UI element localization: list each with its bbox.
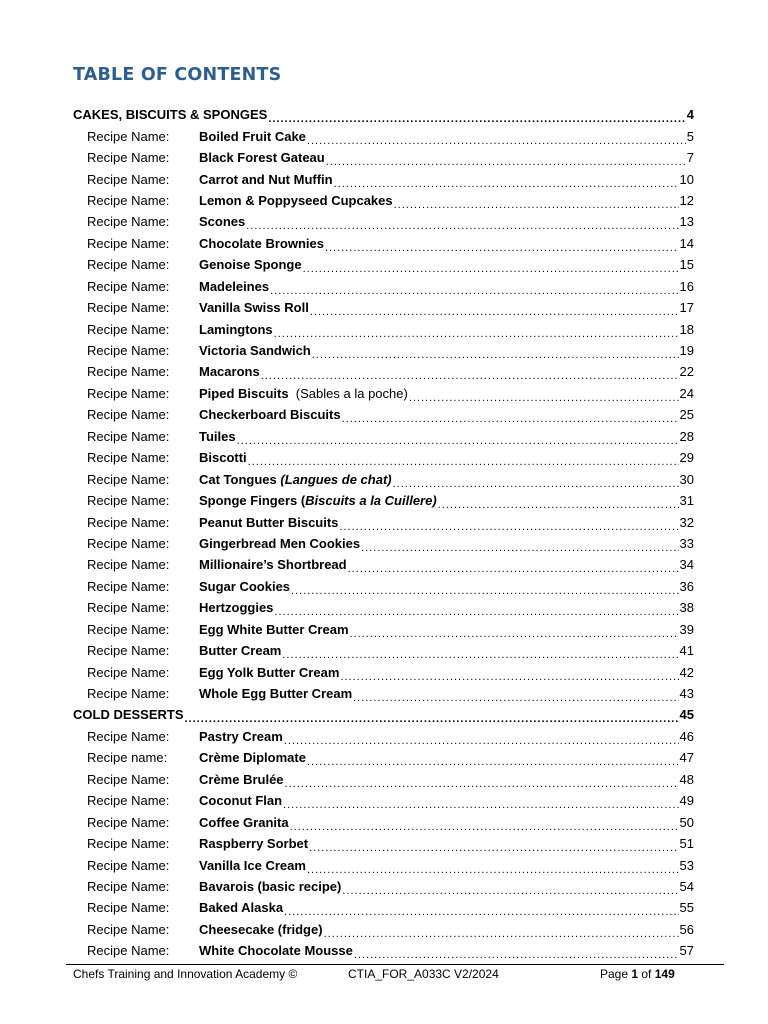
- recipe-label: Recipe Name:: [87, 900, 170, 916]
- recipe-label: Recipe Name:: [87, 771, 170, 787]
- recipe-name: Macarons: [199, 364, 260, 380]
- page-number: 22: [679, 364, 694, 380]
- recipe-label: Recipe Name:: [87, 343, 170, 359]
- page-number: 49: [679, 793, 694, 809]
- page-number: 18: [679, 321, 694, 337]
- page-number: 55: [679, 900, 694, 916]
- recipe-name: Chocolate Brownies: [199, 235, 324, 251]
- toc-entry: [73, 340, 694, 361]
- dot-leader: [354, 946, 679, 959]
- page-number: 39: [679, 621, 694, 637]
- recipe-label: Recipe Name:: [87, 664, 170, 680]
- recipe-label: Recipe Name:: [87, 857, 170, 873]
- dot-leader: [290, 818, 679, 831]
- page-number: 12: [679, 192, 694, 208]
- dot-leader: [270, 282, 678, 295]
- page-number: 32: [679, 514, 694, 530]
- page-number: 16: [679, 278, 694, 294]
- dot-leader: [282, 646, 678, 659]
- page-number: 38: [679, 600, 694, 616]
- page-number: 41: [679, 643, 694, 659]
- recipe-name-suffix: Biscuits a la Cuillere): [305, 493, 437, 509]
- recipe-label: Recipe Name:: [87, 257, 170, 273]
- toc-entry: [73, 490, 694, 511]
- recipe-name: Cat Tongues (Langues de chat): [199, 471, 392, 487]
- recipe-name: Raspberry Sorbet: [199, 836, 309, 852]
- recipe-name: Scones: [199, 214, 246, 230]
- recipe-label: Recipe Name:: [87, 836, 170, 852]
- dot-leader: [353, 689, 678, 702]
- toc-entry: [73, 383, 694, 404]
- toc-entry: [73, 640, 694, 661]
- recipe-label: Recipe Name:: [87, 300, 170, 316]
- dot-leader: [342, 410, 679, 423]
- page-number: 19: [679, 343, 694, 359]
- dot-leader: [274, 325, 679, 338]
- dot-leader: [237, 432, 679, 445]
- section-title: CAKES, BISCUITS & SPONGES: [73, 107, 268, 123]
- recipe-name: White Chocolate Mousse: [199, 943, 353, 959]
- recipe-name: Baked Alaska: [199, 900, 284, 916]
- page-number: 15: [679, 257, 694, 273]
- recipe-label: Recipe Name:: [87, 686, 170, 702]
- footer-divider: [66, 964, 724, 965]
- dot-leader: [285, 775, 679, 788]
- recipe-name: Vanilla Ice Cream: [199, 857, 306, 873]
- page-number: 57: [679, 943, 694, 959]
- recipe-name: Lamingtons: [199, 321, 273, 337]
- page-number: 17: [679, 300, 694, 316]
- toc-entry: [73, 168, 694, 189]
- recipe-name: Genoise Sponge: [199, 257, 302, 273]
- page-number: 4: [686, 107, 694, 123]
- dot-leader: [334, 175, 679, 188]
- toc-entry: [73, 833, 694, 854]
- recipe-label: Recipe Name:: [87, 535, 170, 551]
- footer-organization: Chefs Training and Innovation Academy ©: [73, 967, 298, 981]
- recipe-label: Recipe Name:: [87, 428, 170, 444]
- footer-page-number: Page 1 of 149: [600, 967, 675, 981]
- page-number: 5: [686, 128, 694, 144]
- dot-leader: [307, 132, 686, 145]
- toc-section: [73, 104, 694, 125]
- toc-entry: [73, 190, 694, 211]
- recipe-name: Black Forest Gateau: [199, 150, 325, 166]
- recipe-label: Recipe Name:: [87, 214, 170, 230]
- recipe-name-suffix: (Langues de chat): [280, 471, 392, 487]
- toc-entry: [73, 554, 694, 575]
- toc-entry: [73, 533, 694, 554]
- recipe-name: Whole Egg Butter Cream: [199, 686, 353, 702]
- page-number: 43: [679, 686, 694, 702]
- toc-entry: [73, 683, 694, 704]
- recipe-name: Boiled Fruit Cake: [199, 128, 306, 144]
- recipe-name-suffix: (Sables a la poche): [288, 385, 408, 401]
- dot-leader: [342, 882, 678, 895]
- dot-leader: [248, 453, 679, 466]
- recipe-label: Recipe Name:: [87, 150, 170, 166]
- recipe-name: Butter Cream: [199, 643, 282, 659]
- toc-entry: [73, 468, 694, 489]
- toc-entry: [73, 597, 694, 618]
- dot-leader: [246, 217, 678, 230]
- page-number: 47: [679, 750, 694, 766]
- toc-entry: [73, 661, 694, 682]
- recipe-name: Vanilla Swiss Roll: [199, 300, 309, 316]
- footer-document-code: CTIA_FOR_A033C V2/2024: [348, 967, 499, 981]
- page-number: 42: [679, 664, 694, 680]
- dot-leader: [438, 496, 679, 509]
- recipe-label: Recipe Name:: [87, 171, 170, 187]
- dot-leader: [284, 903, 678, 916]
- recipe-name: Pastry Cream: [199, 728, 283, 744]
- toc-entry: [73, 854, 694, 875]
- recipe-label: Recipe Name:: [87, 235, 170, 251]
- recipe-name: Millionaire’s Shortbread: [199, 557, 347, 573]
- page-number: 24: [679, 385, 694, 401]
- recipe-name: Coconut Flan: [199, 793, 283, 809]
- page-number: 50: [679, 814, 694, 830]
- recipe-name: Piped Biscuits (Sables a la poche): [199, 385, 408, 401]
- recipe-name: Bavarois (basic recipe): [199, 878, 342, 894]
- recipe-name: Egg White Butter Cream: [199, 621, 349, 637]
- toc-entry: [73, 276, 694, 297]
- recipe-name: Coffee Granita: [199, 814, 289, 830]
- toc-entry: [73, 940, 694, 961]
- dot-leader: [325, 239, 679, 252]
- dot-leader: [312, 346, 679, 359]
- recipe-label: Recipe Name:: [87, 278, 170, 294]
- dot-leader: [303, 260, 679, 273]
- dot-leader: [348, 560, 679, 573]
- toc-entry: [73, 233, 694, 254]
- recipe-label: Recipe Name:: [87, 814, 170, 830]
- recipe-label: Recipe Name:: [87, 621, 170, 637]
- recipe-label: Recipe name:: [87, 750, 168, 766]
- dot-leader: [350, 625, 679, 638]
- dot-leader: [326, 153, 686, 166]
- toc-entry: [73, 254, 694, 275]
- recipe-name: Sugar Cookies: [199, 578, 291, 594]
- toc-entry: [73, 426, 694, 447]
- recipe-name: Egg Yolk Butter Cream: [199, 664, 340, 680]
- toc-entry: [73, 297, 694, 318]
- page-number: 29: [679, 450, 694, 466]
- toc-entry: [73, 361, 694, 382]
- table-of-contents: [73, 104, 694, 962]
- toc-entry: [73, 897, 694, 918]
- recipe-name: Victoria Sandwich: [199, 343, 311, 359]
- recipe-name: Peanut Butter Biscuits: [199, 514, 339, 530]
- toc-entry: [73, 790, 694, 811]
- recipe-label: Recipe Name:: [87, 514, 170, 530]
- recipe-name: Carrot and Nut Muffin: [199, 171, 333, 187]
- dot-leader: [309, 839, 678, 852]
- dot-leader: [324, 925, 679, 938]
- recipe-label: Recipe Name:: [87, 793, 170, 809]
- recipe-label: Recipe Name:: [87, 643, 170, 659]
- toc-entry: [73, 147, 694, 168]
- recipe-name: Hertzoggies: [199, 600, 274, 616]
- dot-leader: [361, 539, 678, 552]
- toc-entry: [73, 211, 694, 232]
- toc-entry: [73, 318, 694, 339]
- toc-entry: [73, 747, 694, 768]
- dot-leader: [340, 668, 678, 681]
- page-number: 13: [679, 214, 694, 230]
- dot-leader: [284, 732, 679, 745]
- recipe-name: Tuiles: [199, 428, 236, 444]
- recipe-label: Recipe Name:: [87, 450, 170, 466]
- recipe-name: Cheesecake (fridge): [199, 921, 323, 937]
- recipe-label: Recipe Name:: [87, 600, 170, 616]
- dot-leader: [274, 603, 678, 616]
- page-number: 25: [679, 407, 694, 423]
- recipe-label: Recipe Name:: [87, 128, 170, 144]
- toc-entry: [73, 726, 694, 747]
- recipe-label: Recipe Name:: [87, 364, 170, 380]
- page-number: 56: [679, 921, 694, 937]
- toc-entry: [73, 919, 694, 940]
- page-number: 53: [679, 857, 694, 873]
- dot-leader: [339, 518, 678, 531]
- dot-leader: [268, 110, 685, 123]
- dot-leader: [409, 389, 679, 402]
- page-number: 31: [679, 493, 694, 509]
- recipe-label: Recipe Name:: [87, 728, 170, 744]
- dot-leader: [261, 367, 679, 380]
- page-number: 51: [679, 836, 694, 852]
- page-number: 48: [679, 771, 694, 787]
- page-number: 28: [679, 428, 694, 444]
- recipe-label: Recipe Name:: [87, 385, 170, 401]
- recipe-name: Crème Diplomate: [199, 750, 306, 766]
- dot-leader: [310, 303, 679, 316]
- recipe-name: Madeleines: [199, 278, 270, 294]
- dot-leader: [185, 710, 679, 723]
- toc-section: [73, 704, 694, 725]
- recipe-label: Recipe Name:: [87, 493, 170, 509]
- section-title: COLD DESSERTS: [73, 707, 184, 723]
- recipe-label: Recipe Name:: [87, 557, 170, 573]
- page-number: 54: [679, 878, 694, 894]
- page-title: TABLE OF CONTENTS: [73, 65, 282, 85]
- page-number: 30: [679, 471, 694, 487]
- toc-entry: [73, 447, 694, 468]
- recipe-name: Gingerbread Men Cookies: [199, 535, 361, 551]
- toc-entry: [73, 404, 694, 425]
- toc-entry: [73, 619, 694, 640]
- recipe-label: Recipe Name:: [87, 192, 170, 208]
- dot-leader: [307, 861, 679, 874]
- dot-leader: [394, 196, 679, 209]
- recipe-label: Recipe Name:: [87, 921, 170, 937]
- recipe-label: Recipe Name:: [87, 407, 170, 423]
- recipe-label: Recipe Name:: [87, 471, 170, 487]
- recipe-label: Recipe Name:: [87, 943, 170, 959]
- page-number: 7: [686, 150, 694, 166]
- recipe-label: Recipe Name:: [87, 578, 170, 594]
- toc-entry: [73, 125, 694, 146]
- recipe-name: Crème Brulée: [199, 771, 284, 787]
- page-number: 14: [679, 235, 694, 251]
- page-number: 36: [679, 578, 694, 594]
- dot-leader: [283, 796, 678, 809]
- recipe-name: Sponge Fingers (Biscuits a la Cuillere): [199, 493, 437, 509]
- toc-entry: [73, 576, 694, 597]
- toc-entry: [73, 511, 694, 532]
- toc-entry: [73, 769, 694, 790]
- page-number: 10: [679, 171, 694, 187]
- page-number: 34: [679, 557, 694, 573]
- toc-entry: [73, 811, 694, 832]
- dot-leader: [393, 475, 679, 488]
- page-number: 46: [679, 728, 694, 744]
- recipe-label: Recipe Name:: [87, 878, 170, 894]
- recipe-label: Recipe Name:: [87, 321, 170, 337]
- dot-leader: [291, 582, 679, 595]
- recipe-name: Biscotti: [199, 450, 247, 466]
- recipe-name: Lemon & Poppyseed Cupcakes: [199, 192, 393, 208]
- page-number: 33: [679, 535, 694, 551]
- toc-entry: [73, 876, 694, 897]
- recipe-name: Checkerboard Biscuits: [199, 407, 341, 423]
- dot-leader: [307, 753, 679, 766]
- page-number: 45: [679, 707, 694, 723]
